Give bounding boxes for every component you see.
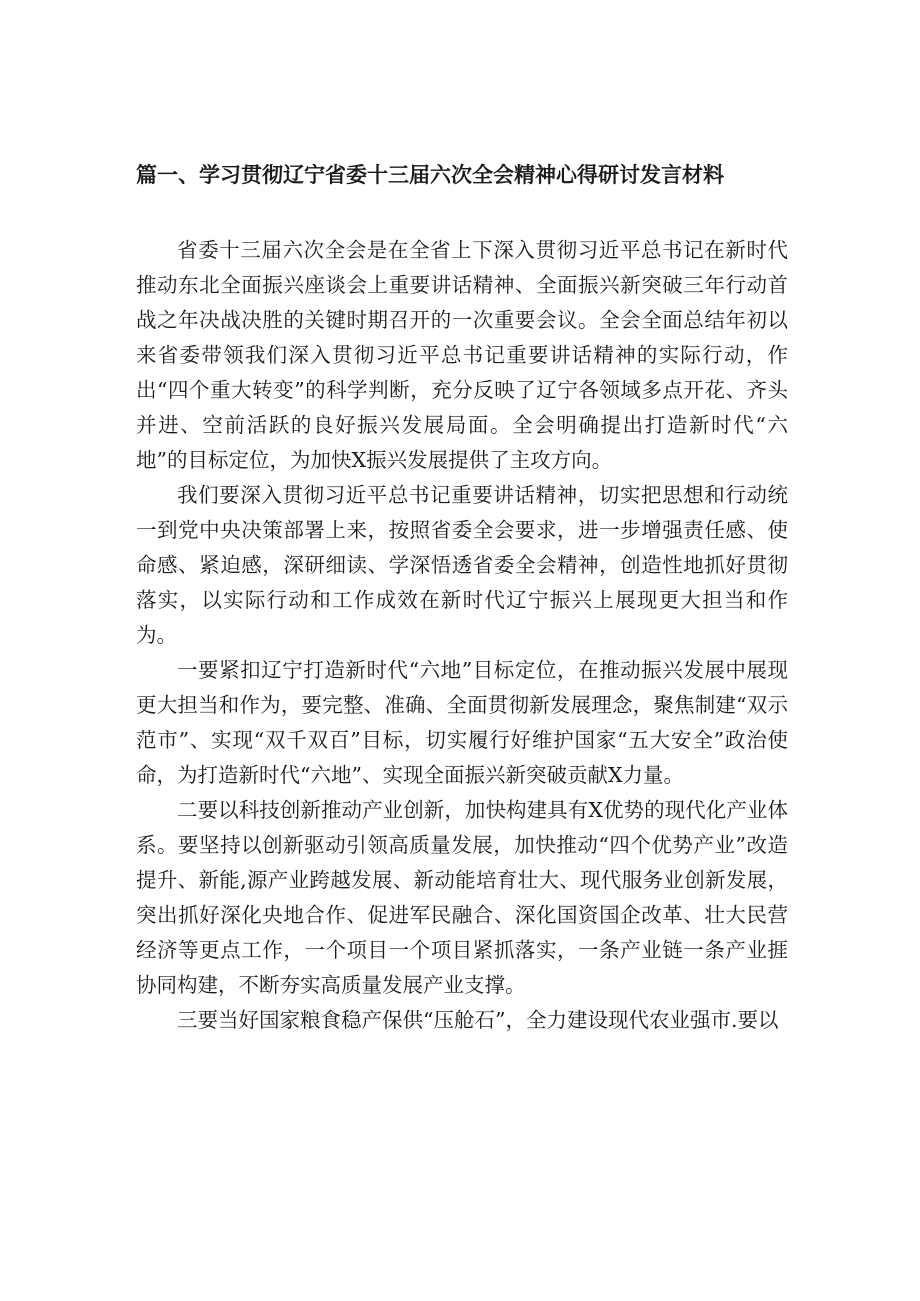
- document-body: [136, 233, 788, 1038]
- paragraph-3: 一要紧扣辽宁打造新时代“六地”目标定位，在推动振兴发展中展现更大担当和作为，要完整、准确、全面贯彻新发展理念，聚焦制建“双示范市”、实现“双千双百”目标，切实履行好维护国家“五大安全”政治使命，为打造新时代“六地”、实现全面振兴新突破贡献X力量。: [136, 658, 788, 787]
- paragraph-5: 三要当好国家粮食稳产保供“压舱石”，全力建设现代农业强市.要以: [177, 1008, 779, 1032]
- document-title: 篇一、学习贯彻辽宁省委十三届六次全会精神心得研讨发言材料: [136, 163, 724, 187]
- paragraph-1: 省委十三届六次全会是在全省上下深入贯彻习近平总书记在新时代推动东北全面振兴座谈会上重要讲话精神、全面振兴新突破三年行动首战之年决战决胜的关键时期召开的一次重要会议。全会全面总结年初以来省委带领我们深入贯彻习近平总书记重要讲话精神的实际行动，作出“四个重大转变”的科学判断，充分反映了辽宁各领域多点开花、齐头并进、空前活跃的良好振兴发展局面。全会明确提出打造新时代“六地”的目标定位，为加快X振兴发展提供了主攻方向。: [136, 238, 788, 472]
- paragraph-4: 二要以科技创新推动产业创新，加快构建具有X优势的现代化产业体系。要坚持以创新驱动引领高质量发展，加快推动“四个优势产业”改造提升、新能,源产业跨越发展、新动能培育壮大、现代服务业创新发展，突出抓好深化央地合作、促进军民融合、深化国资国企改革、壮大民营经济等更点工作，一个项目一个项目紧抓落实，一条产业链一条产业捱协同构建，不断夯实高质量发展产业支撑。: [136, 798, 788, 997]
- paragraph-2: 我们要深入贯彻习近平总书记重要讲话精神，切实把思想和行动统一到党中央决策部署上来，按照省委全会要求，进一步增强责任感、使命感、紧迫感，深研细读、学深悟透省委全会精神，创造性地抓好贯彻落实，以实际行动和工作成效在新时代辽宁振兴上展现更大担当和作为。: [136, 483, 788, 647]
